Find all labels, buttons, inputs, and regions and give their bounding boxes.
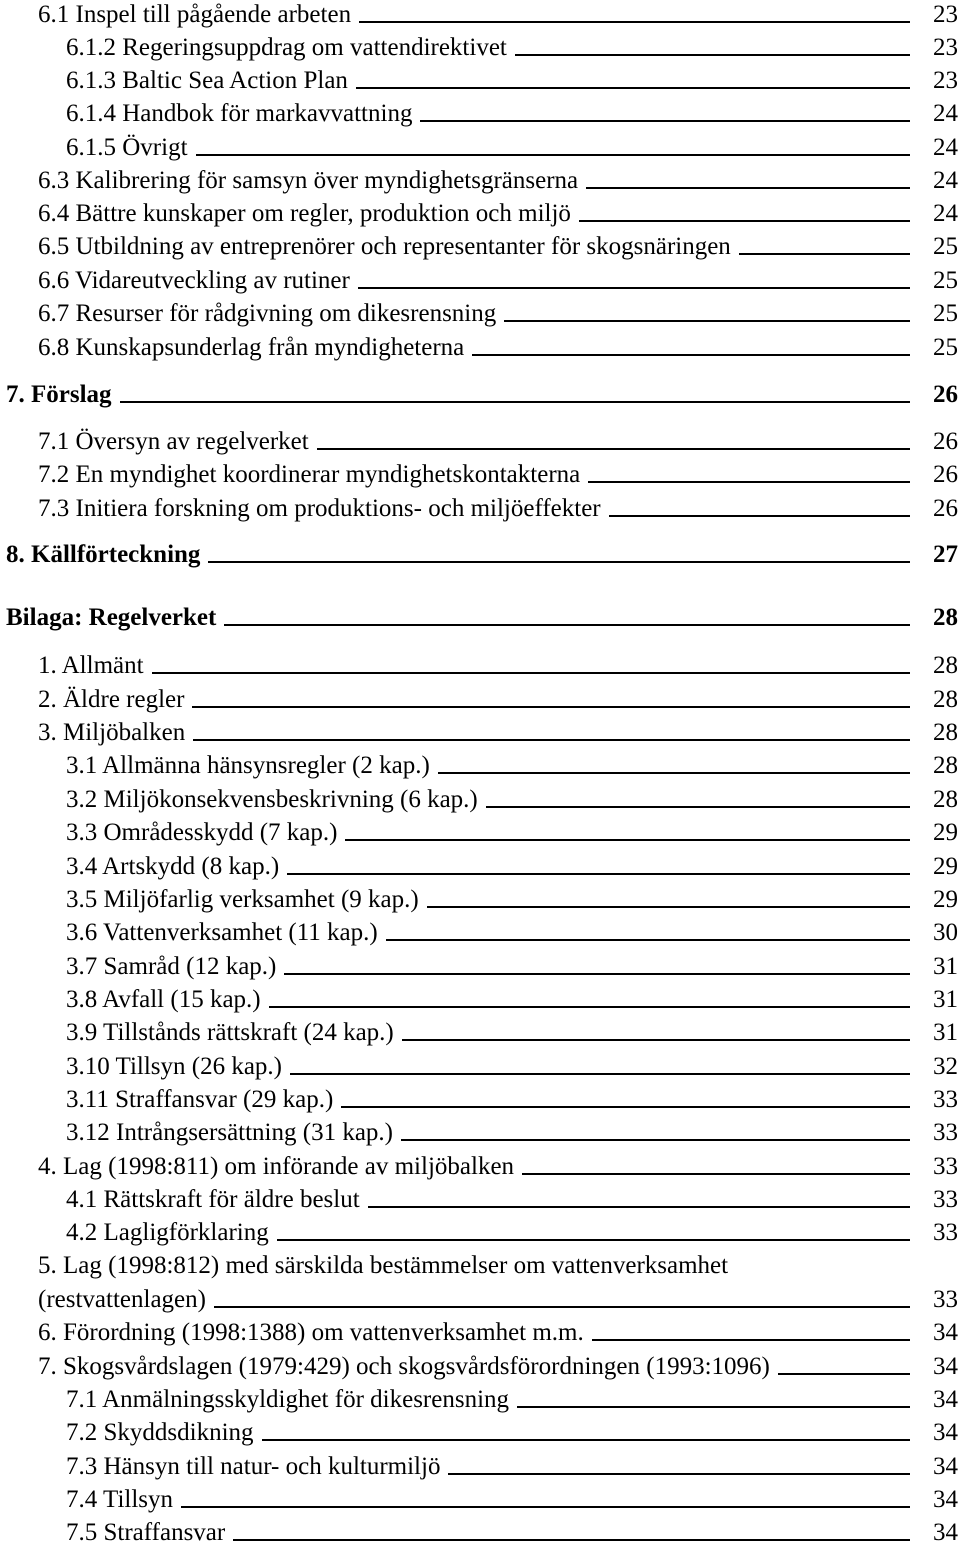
toc-entry-page-number: 27 (933, 541, 958, 568)
toc-leader-line (472, 354, 910, 356)
toc-entry-page-number: 30 (933, 919, 958, 946)
toc-leader-line (778, 1373, 910, 1375)
toc-entry (0, 1485, 960, 1515)
toc-entry (0, 1418, 960, 1448)
toc-entry-title: 6.5 Utbildning av entreprenörer och representanter för skogsnäringen (38, 233, 731, 260)
toc-leader-line (402, 1039, 910, 1041)
toc-entry-title: 5. Lag (1998:812) med särskilda bestämmelser om vattenverksamhet (38, 1252, 729, 1279)
toc-entry (0, 232, 960, 262)
toc-entry (0, 1052, 960, 1082)
toc-entry-title: 6.4 Bättre kunskaper om regler, produktion och miljö (38, 200, 571, 227)
toc-entry-title: 6.1.2 Regeringsuppdrag om vattendirektivet (66, 34, 507, 61)
toc-leader-line (317, 448, 910, 450)
toc-entry-page-number: 29 (933, 819, 958, 846)
toc-entry-page-number: 28 (933, 686, 958, 713)
toc-entry (0, 494, 960, 524)
toc-leader-line (592, 1339, 910, 1341)
toc-entry-page-number: 33 (933, 1286, 958, 1313)
toc-entry-page-number: 28 (933, 786, 958, 813)
toc-entry-page-number: 25 (933, 267, 958, 294)
toc-leader-line (152, 672, 910, 674)
toc-entry-page-number: 33 (933, 1153, 958, 1180)
toc-entry-page-number: 31 (933, 1019, 958, 1046)
toc-entry-title: 7.1 Översyn av regelverket (38, 428, 309, 455)
toc-entry-page-number: 26 (933, 428, 958, 455)
toc-entry-page-number: 25 (933, 300, 958, 327)
toc-entry (0, 785, 960, 815)
toc-entry-title: 6. Förordning (1998:1388) om vattenverksamhet m.m. (38, 1319, 584, 1346)
toc-entry (0, 1185, 960, 1215)
toc-entry-title: 7.3 Initiera forskning om produktions- och miljöeffekter (38, 495, 601, 522)
toc-chapter-entry (0, 603, 960, 633)
toc-entry (0, 1518, 960, 1548)
toc-entry (0, 1352, 960, 1382)
toc-entry (0, 133, 960, 163)
toc-entry-title: 6.6 Vidareutveckling av rutiner (38, 267, 350, 294)
toc-entry-page-number: 25 (933, 233, 958, 260)
toc-entry-title: 3.11 Straffansvar (29 kap.) (66, 1086, 334, 1113)
toc-leader-line (368, 1206, 910, 1208)
toc-entry (0, 427, 960, 457)
toc-entry (0, 1452, 960, 1482)
toc-entry (0, 1152, 960, 1182)
toc-entry-title: 3.5 Miljöfarlig verksamhet (9 kap.) (66, 886, 419, 913)
toc-chapter-entry (0, 540, 960, 570)
toc-entry (0, 333, 960, 363)
toc-entry-title: 7.2 Skyddsdikning (66, 1419, 254, 1446)
toc-entry-page-number: 23 (933, 67, 958, 94)
toc-leader-line (208, 561, 910, 563)
toc-entry-page-number: 29 (933, 853, 958, 880)
toc-entry (0, 685, 960, 715)
toc-entry-page-number: 24 (933, 100, 958, 127)
toc-entry (0, 918, 960, 948)
toc-entry-title: 6.1.3 Baltic Sea Action Plan (66, 67, 348, 94)
toc-leader-line (120, 401, 910, 403)
toc-entry-page-number: 28 (933, 752, 958, 779)
toc-entry-page-number: 31 (933, 986, 958, 1013)
toc-leader-line (181, 1506, 910, 1508)
toc-entry-page-number: 24 (933, 134, 958, 161)
toc-entry-title: 1. Allmänt (38, 652, 144, 679)
toc-entry-page-number: 34 (933, 1353, 958, 1380)
toc-entry-page-number: 34 (933, 1419, 958, 1446)
toc-entry (0, 651, 960, 681)
toc-leader-line (517, 1406, 910, 1408)
toc-leader-line (262, 1439, 910, 1441)
toc-entry-page-number: 31 (933, 953, 958, 980)
toc-entry (0, 460, 960, 490)
toc-leader-line (358, 287, 910, 289)
toc-leader-line (359, 21, 910, 23)
toc-entry-title: 7.2 En myndighet koordinerar myndighetskontakterna (38, 461, 581, 488)
toc-entry (0, 166, 960, 196)
toc-chapter-entry (0, 380, 960, 410)
toc-entry-title: 6.3 Kalibrering för samsyn över myndighetsgränserna (38, 167, 579, 194)
toc-leader-line (277, 1239, 910, 1241)
toc-entry-page-number: 34 (933, 1386, 958, 1413)
toc-entry-page-number: 26 (933, 461, 958, 488)
toc-entry (0, 66, 960, 96)
toc-entry-title: 3.7 Samråd (12 kap.) (66, 953, 277, 980)
toc-leader-line (515, 54, 910, 56)
toc-entry (0, 266, 960, 296)
toc-entry-page-number: 34 (933, 1319, 958, 1346)
toc-leader-line (196, 154, 910, 156)
toc-entry-page-number: 28 (933, 652, 958, 679)
toc-entry-title: 3.3 Områdesskydd (7 kap.) (66, 819, 338, 846)
toc-entry-title: 3.4 Artskydd (8 kap.) (66, 853, 280, 880)
toc-entry (0, 1318, 960, 1348)
toc-leader-line (345, 839, 910, 841)
toc-leader-line (420, 120, 910, 122)
toc-leader-line (427, 906, 910, 908)
toc-entry-page-number: 34 (933, 1453, 958, 1480)
toc-entry-page-number: 33 (933, 1186, 958, 1213)
toc-leader-line (486, 806, 910, 808)
toc-leader-line (504, 320, 910, 322)
toc-leader-line (224, 624, 910, 626)
toc-entry-page-number: 24 (933, 167, 958, 194)
toc-entry-title: 4.2 Lagligförklaring (66, 1219, 269, 1246)
toc-entry-title: 3.8 Avfall (15 kap.) (66, 986, 261, 1013)
toc-entry-title: 8. Källförteckning (6, 541, 201, 568)
toc-entry-title: 3.9 Tillstånds rättskraft (24 kap.) (66, 1019, 394, 1046)
toc-entry-title: 7.3 Hänsyn till natur- och kulturmiljö (66, 1453, 441, 1480)
toc-entry-title: (restvattenlagen) (38, 1286, 206, 1313)
toc-leader-line (609, 515, 910, 517)
toc-entry-title: 7.4 Tillsyn (66, 1486, 174, 1513)
toc-entry (0, 1218, 960, 1248)
toc-entry (0, 885, 960, 915)
toc-entry-title: 7. Förslag (6, 381, 112, 408)
toc-entry (0, 299, 960, 329)
toc-entry-page-number: 34 (933, 1519, 958, 1546)
toc-leader-line (586, 187, 910, 189)
toc-entry-title: 6.7 Resurser för rådgivning om dikesrensning (38, 300, 497, 327)
toc-entry-page-number: 28 (933, 719, 958, 746)
toc-entry (0, 1085, 960, 1115)
toc-entry (0, 818, 960, 848)
toc-entry-title: 4. Lag (1998:811) om införande av miljöbalken (38, 1153, 515, 1180)
toc-entry (0, 852, 960, 882)
toc-entry-title: 6.8 Kunskapsunderlag från myndigheterna (38, 334, 465, 361)
toc-leader-line (588, 481, 910, 483)
toc-entry-page-number: 29 (933, 886, 958, 913)
toc-leader-line (386, 939, 910, 941)
toc-entry (0, 952, 960, 982)
toc-leader-line (438, 772, 910, 774)
toc-entry (0, 718, 960, 748)
toc-entry (0, 751, 960, 781)
toc-leader-line (287, 873, 910, 875)
toc-entry (0, 985, 960, 1015)
toc-leader-line (269, 1006, 910, 1008)
toc-entry-page-number: 28 (933, 604, 958, 631)
toc-entry-page-number: 24 (933, 200, 958, 227)
toc-entry (0, 0, 960, 30)
toc-entry-page-number: 33 (933, 1219, 958, 1246)
toc-entry (0, 33, 960, 63)
toc-entry (0, 1118, 960, 1148)
toc-entry-page-number: 33 (933, 1086, 958, 1113)
toc-leader-line (290, 1073, 910, 1075)
toc-entry (0, 1251, 960, 1281)
toc-entry-page-number: 23 (933, 34, 958, 61)
toc-leader-line (284, 973, 910, 975)
toc-entry (0, 1018, 960, 1048)
toc-entry-title: 3.10 Tillsyn (26 kap.) (66, 1053, 283, 1080)
toc-entry-page-number: 26 (933, 381, 958, 408)
toc-entry (0, 1285, 960, 1315)
toc-leader-line (192, 706, 910, 708)
toc-leader-line (214, 1306, 910, 1308)
toc-leader-line (448, 1473, 910, 1475)
toc-entry-page-number: 23 (933, 1, 958, 28)
toc-entry-title: 3.1 Allmänna hänsynsregler (2 kap.) (66, 752, 430, 779)
toc-leader-line (193, 739, 910, 741)
toc-entry (0, 99, 960, 129)
toc-entry-page-number: 26 (933, 495, 958, 522)
toc-leader-line (341, 1106, 910, 1108)
toc-entry-title: 6.1 Inspel till pågående arbeten (38, 1, 352, 28)
toc-entry-title: 6.1.4 Handbok för markavvattning (66, 100, 413, 127)
toc-leader-line (356, 87, 910, 89)
toc-entry (0, 1385, 960, 1415)
toc-entry-page-number: 25 (933, 334, 958, 361)
toc-entry-title: 3.2 Miljökonsekvensbeskrivning (6 kap.) (66, 786, 478, 813)
toc-entry-title: 2. Äldre regler (38, 686, 185, 713)
toc-entry-page-number: 32 (933, 1053, 958, 1080)
toc-entry-title: 7.1 Anmälningsskyldighet för dikesrensning (66, 1386, 510, 1413)
toc-leader-line (401, 1139, 910, 1141)
toc-entry-title: Bilaga: Regelverket (6, 604, 217, 631)
toc-entry-title: 7.5 Straffansvar (66, 1519, 226, 1546)
toc-entry-title: 6.1.5 Övrigt (66, 134, 188, 161)
toc-leader-line (233, 1539, 910, 1541)
toc-entry-title: 3. Miljöbalken (38, 719, 186, 746)
toc-entry-title: 3.6 Vattenverksamhet (11 kap.) (66, 919, 378, 946)
toc-leader-line (522, 1173, 910, 1175)
toc-entry-title: 4.1 Rättskraft för äldre beslut (66, 1186, 360, 1213)
toc-leader-line (579, 220, 910, 222)
toc-entry-page-number: 33 (933, 1119, 958, 1146)
toc-leader-line (739, 253, 910, 255)
toc-entry (0, 199, 960, 229)
toc-entry-title: 3.12 Intrångsersättning (31 kap.) (66, 1119, 394, 1146)
toc-entry-title: 7. Skogsvårdslagen (1979:429) och skogsvårdsförordningen (1993:1096) (38, 1353, 770, 1380)
toc-entry-page-number: 34 (933, 1486, 958, 1513)
